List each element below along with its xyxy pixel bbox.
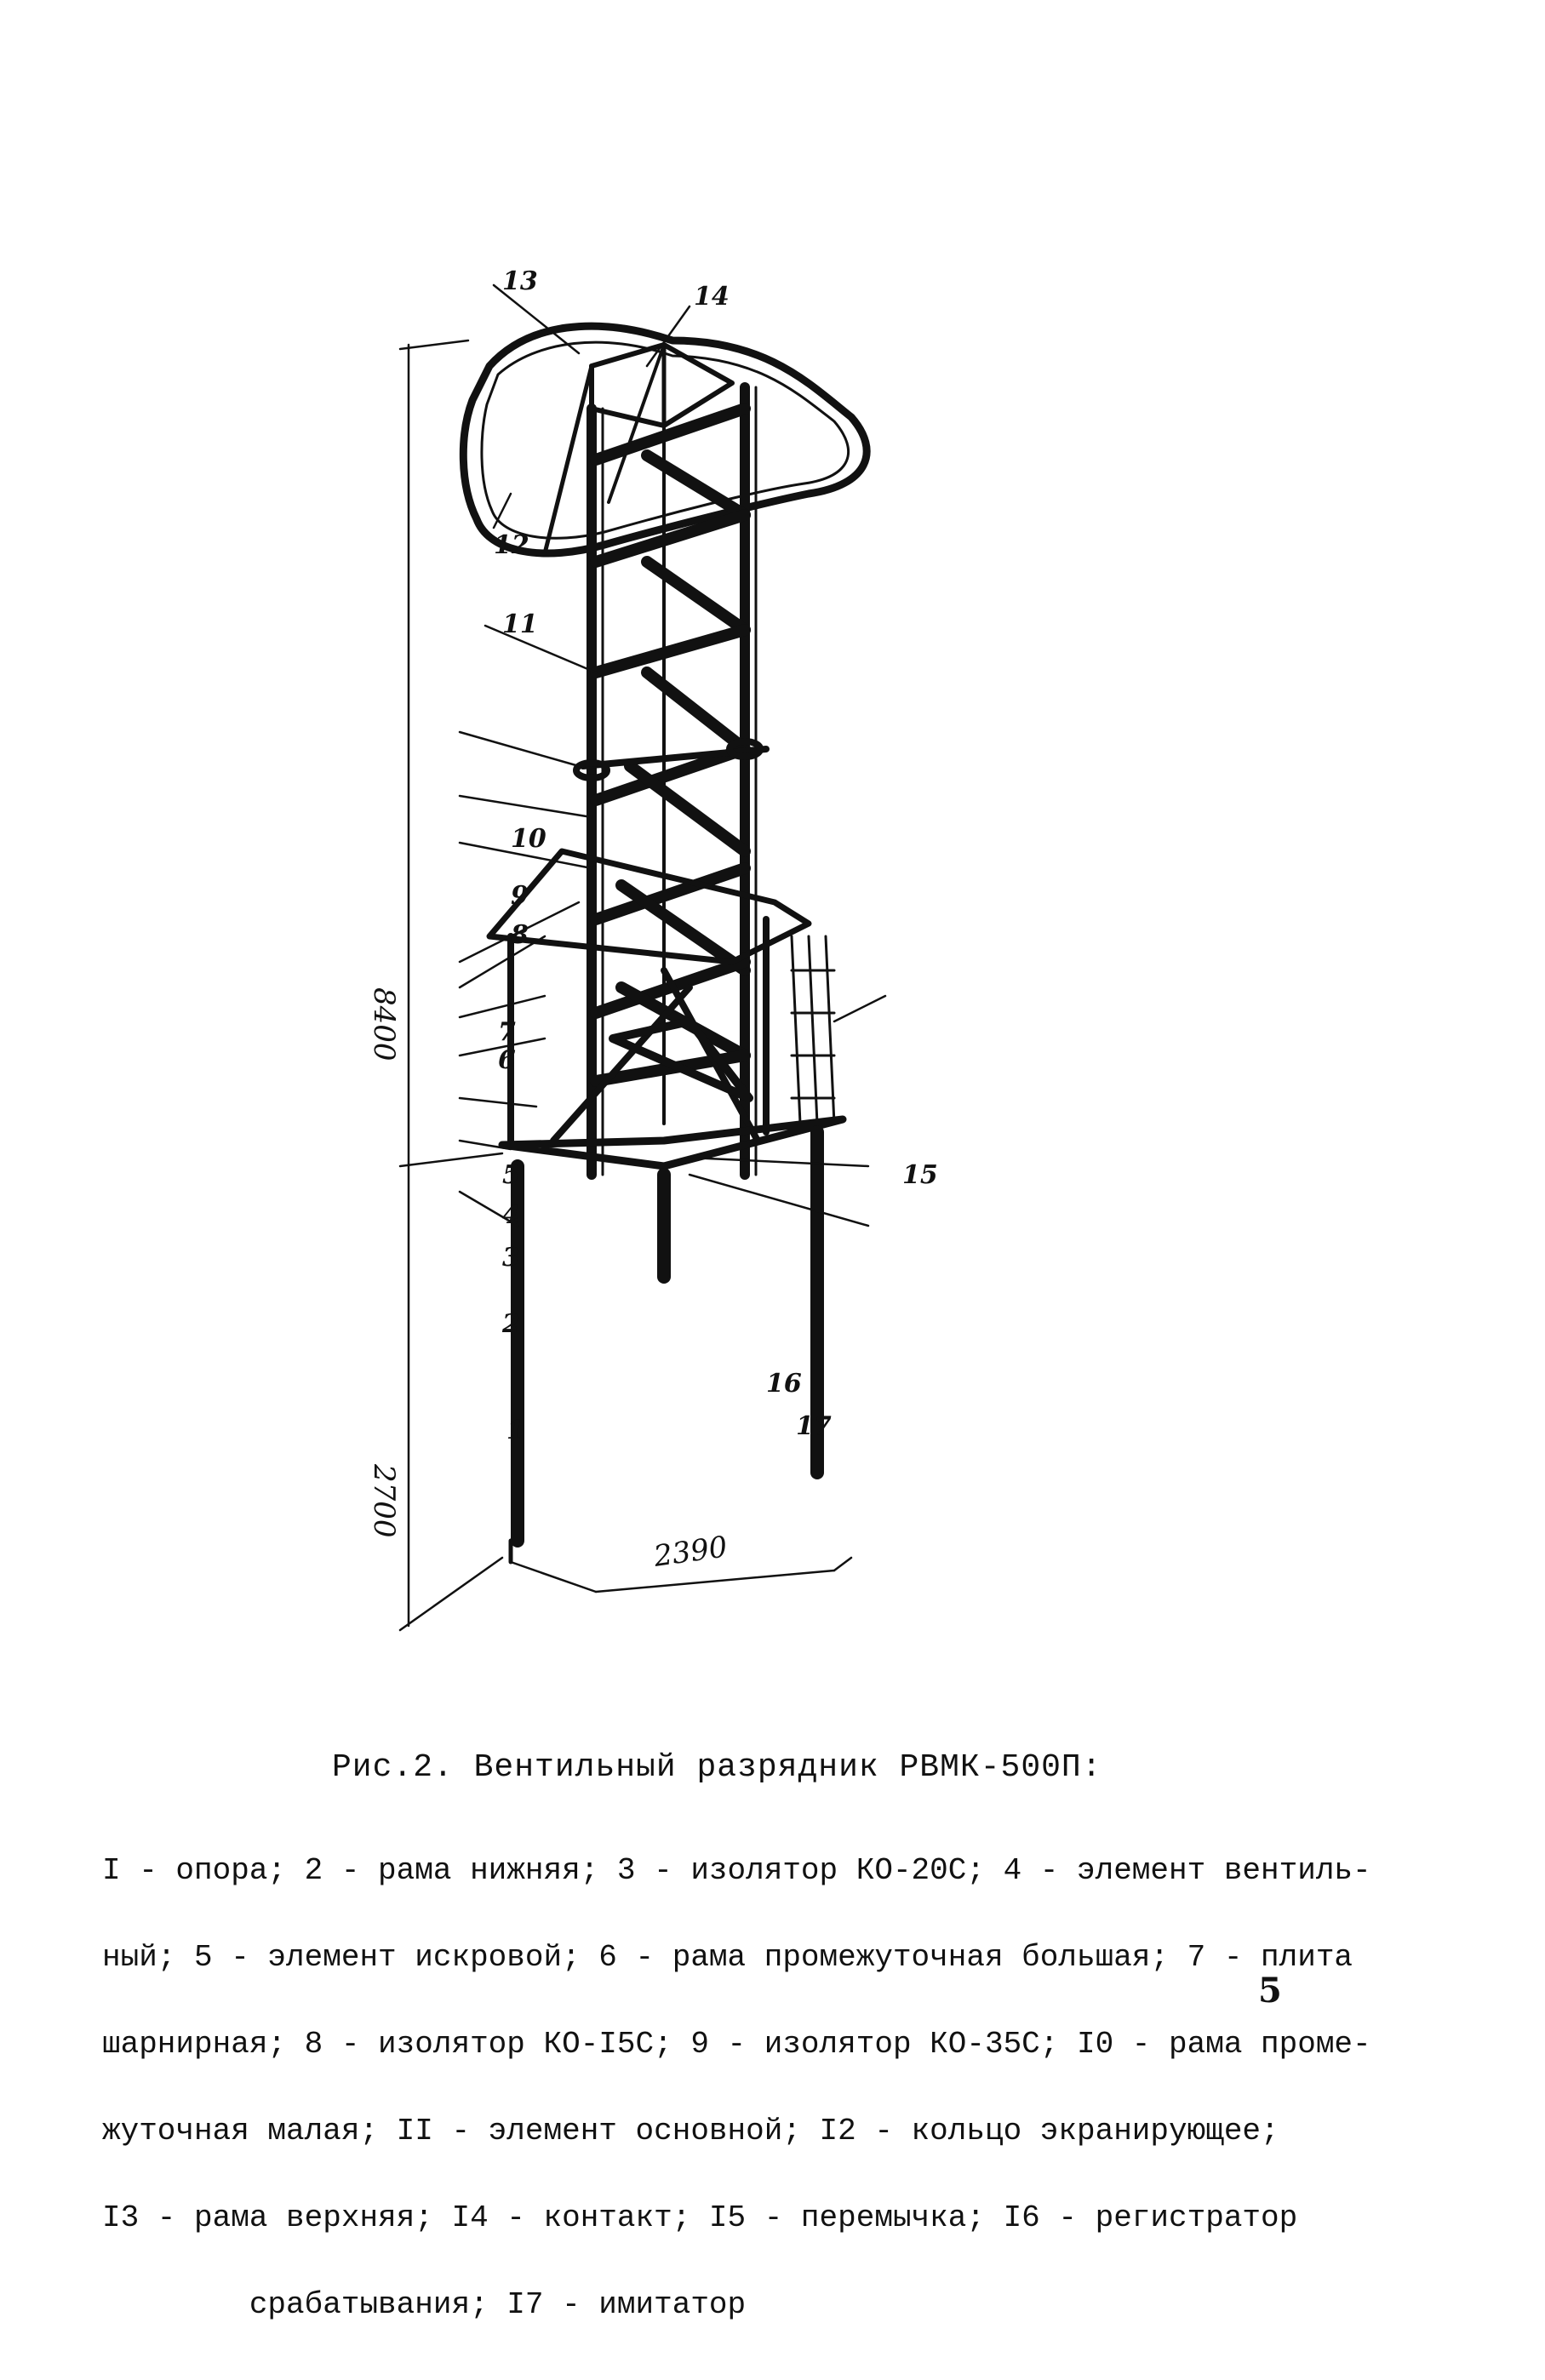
dimension-base-width: 2390 (651, 1530, 730, 1574)
callout-2: 2 (502, 1309, 520, 1339)
callout-14: 14 (694, 282, 730, 312)
dimension-support-height: 2700 (367, 1464, 401, 1538)
legend-line: шарнирная; 8 - изолятор КО-I5С; 9 - изолятор КО-35С; I0 - рама проме- (102, 2027, 1371, 2062)
callout-10: 10 (511, 824, 546, 854)
callout-11: 11 (502, 609, 538, 639)
legend-line: срабатывания; I7 - имитатор (102, 2287, 747, 2322)
arrester-drawing (367, 266, 953, 1719)
arrester-drawing-svg (367, 266, 953, 1719)
callout-3: 3 (502, 1243, 520, 1273)
callout-9: 9 (511, 881, 529, 911)
jumper (792, 936, 834, 1124)
callout-4: 4 (502, 1200, 520, 1230)
callout-17: 17 (796, 1411, 832, 1441)
callout-7: 7 (498, 1017, 516, 1047)
callout-12: 12 (494, 530, 529, 560)
callout-1: 1 (506, 1416, 524, 1445)
left-column (592, 409, 603, 1175)
legend-line: I3 - рама верхняя; I4 - контакт; I5 - перемычка; I6 - регистратор (102, 2200, 1298, 2235)
figure-caption-title: Рис.2. Вентильный разрядник РВМК-500П: (332, 1749, 1102, 1786)
bottom-frame (502, 1119, 843, 1166)
page-number: 5 (1258, 1971, 1282, 2011)
legend-line: I - опора; 2 - рама нижняя; 3 - изолятор КО-20С; 4 - элемент вентиль- (102, 1853, 1371, 1888)
legend-line: жуточная малая; II - элемент основной; I2 - кольцо экранирующее; (102, 2114, 1279, 2148)
callout-6: 6 (498, 1045, 516, 1075)
support-legs (518, 1132, 817, 1541)
callout-5: 5 (502, 1160, 520, 1190)
callout-16: 16 (766, 1369, 802, 1399)
legend-line: ный; 5 - элемент искровой; 6 - рама промежуточная большая; 7 - плита (102, 1940, 1353, 1975)
callout-13: 13 (502, 266, 538, 296)
callout-15: 15 (902, 1160, 938, 1190)
dimension-total-height: 8400 (367, 987, 401, 1061)
callout-8: 8 (511, 920, 529, 950)
figure-legend (102, 1799, 1371, 2377)
